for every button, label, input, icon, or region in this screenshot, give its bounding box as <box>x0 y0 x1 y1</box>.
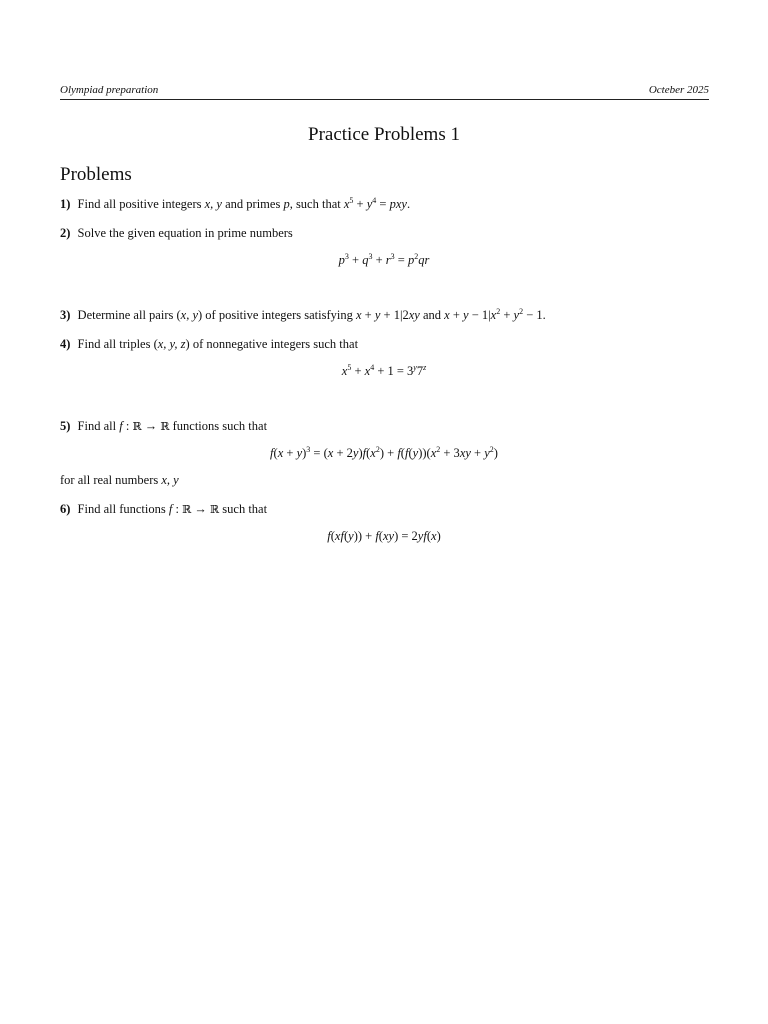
problem-4 <box>60 336 710 352</box>
document-title: Practice Problems 1 <box>308 124 460 145</box>
problem-4-text: Find all triples (x, y, z) of nonnegative integers such that <box>77 337 359 351</box>
problem-6-text: Find all functions f : ℝ → ℝ such that <box>77 502 268 516</box>
problem-5-followup <box>60 472 710 488</box>
header-left: Olympiad preparation <box>60 84 159 96</box>
problem-number: 5) <box>60 419 71 433</box>
problem-6 <box>60 501 710 518</box>
problem-number: 1) <box>60 197 71 211</box>
problem-1-text: Find all positive integers x, y and primes p, such that $x^5 + y^4$ = pxy. <box>77 196 411 211</box>
problem-1 <box>60 196 710 212</box>
problem-number: 6) <box>60 502 71 516</box>
section-heading: Problems <box>60 164 132 185</box>
problem-6-equation: f(xf(y)) + f(xy) = 2yf(x) <box>327 529 441 543</box>
problem-2 <box>60 225 710 241</box>
problem-number: 2) <box>60 226 71 240</box>
problem-3-text: Determine all pairs (x, y) of positive integers satisfying x + y + 1|2xy and $x + y - 1|x^2 + y^2 - 1$. <box>77 307 546 322</box>
problem-number: 4) <box>60 337 71 351</box>
problem-number: 3) <box>60 308 71 322</box>
problem-2-text: Solve the given equation in prime numbers <box>77 226 293 240</box>
problem-2-equation: $p^3 + q^3 + r^3 = p^2qr$ <box>338 252 430 267</box>
problem-3 <box>60 307 710 323</box>
problem-5-text: Find all f : ℝ → ℝ functions such that <box>77 419 268 433</box>
problem-5 <box>60 418 710 435</box>
problem-4-equation: $x^5 + x^4 + 1 = 3^y7^z$ <box>341 363 427 378</box>
problem-5-after-text: for all real numbers x, y <box>60 473 179 487</box>
problem-5-equation: $f(x + y)^3 = (x + 2y)f(x^2) + f(f(y))(x^2 + 3xy + y^2)$ <box>270 445 498 460</box>
header-right: Octeber 2025 <box>648 84 709 96</box>
running-header <box>60 84 709 100</box>
